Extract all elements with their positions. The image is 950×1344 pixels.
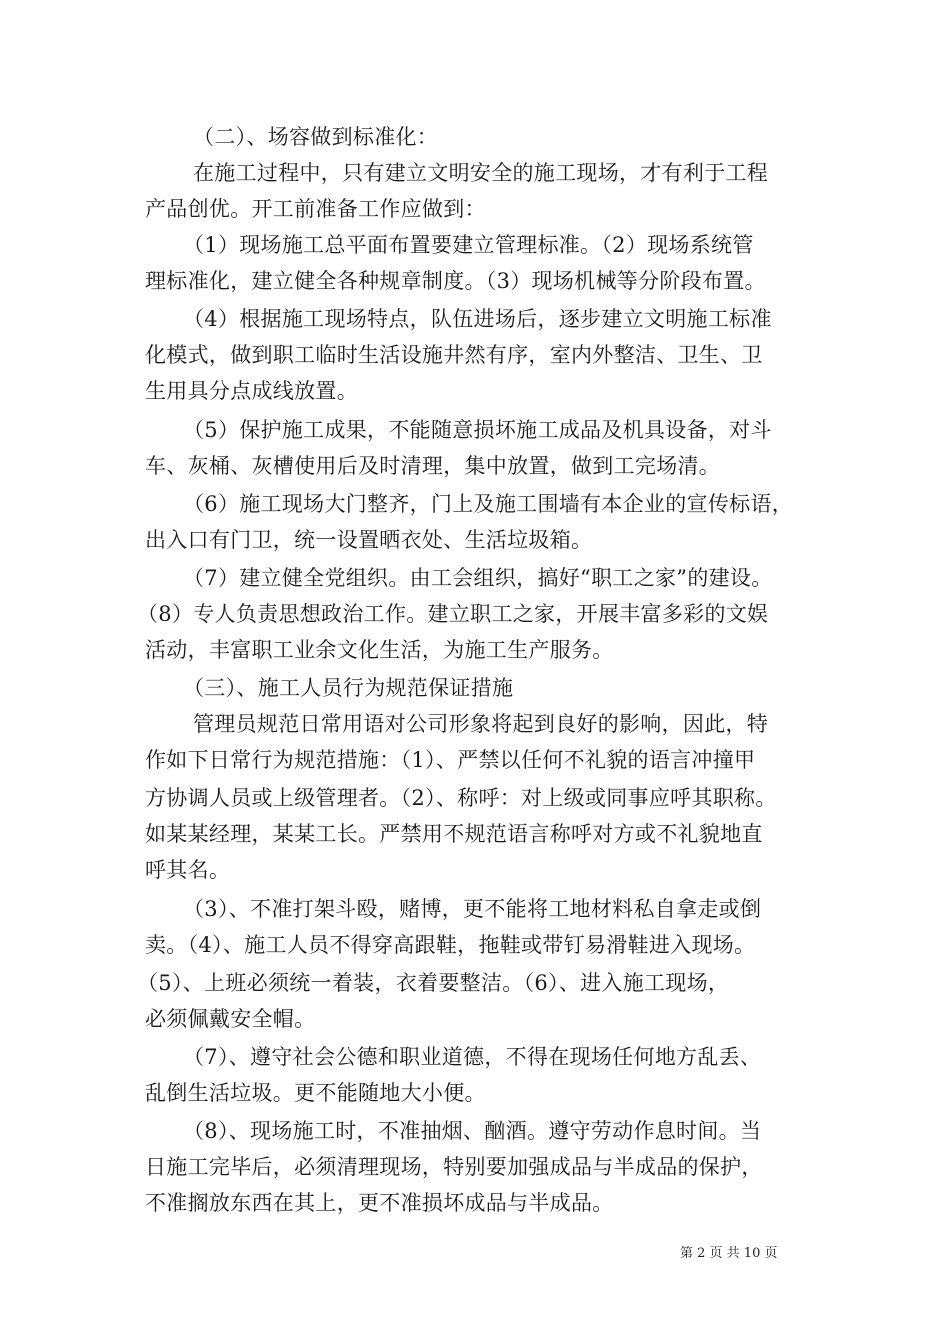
paragraph-line: 作如下日常行为规范措施：（1）、严禁以任何不礼貌的语言冲撞甲 [145, 748, 756, 772]
paragraph-line: 卖。（4）、施工人员不得穿高跟鞋，拖鞋或带钉易滑鞋进入现场。 [145, 933, 756, 957]
paragraph-line: 出入口有门卫，统一设置晒衣处、生活垃圾箱。 [145, 528, 593, 552]
paragraph-line: 化模式，做到职工临时生活设施井然有序，室内外整洁、卫生、卫 [145, 343, 763, 367]
paragraph-line: 车、灰桶、灰槽使用后及时清理，集中放置，做到工完场清。 [145, 454, 721, 478]
paragraph-line: （5）保护施工成果，不能随意损坏施工成品及机具设备，对斗 [183, 418, 772, 442]
paragraph-line: 理标准化，建立健全各种规章制度。（3）现场机械等分阶段布置。 [145, 269, 766, 293]
paragraph-line: 活动，丰富职工业余文化生活，为施工生产服务。 [145, 638, 614, 662]
paragraph-line: 乱倒生活垃圾。更不能随地大小便。 [145, 1081, 486, 1105]
section-heading-3: （三）、施工人员行为规范保证措施 [183, 676, 514, 700]
page-number-footer: 第 2 页 共 10 页 [680, 1246, 778, 1261]
paragraph-line: （3）、不准打架斗殴，赌博，更不能将工地材料私自拿走或倒 [183, 897, 762, 921]
paragraph-line: （8）、现场施工时，不准抽烟、酗酒。遵守劳动作息时间。当 [183, 1119, 762, 1143]
paragraph-line: 日施工完毕后，必须清理现场，特别要加强成品与半成品的保护， [145, 1155, 763, 1179]
paragraph-line: 生用具分点成线放置。 [145, 379, 358, 403]
paragraph-line: （4）根据施工现场特点，队伍进场后，逐步建立文明施工标准 [183, 307, 772, 331]
paragraph-line: 必须佩戴安全帽。 [145, 1007, 316, 1031]
paragraph-line: 如某某经理，某某工长。严禁用不规范语言称呼对方或不礼貌地直 [145, 822, 763, 846]
paragraph-line: 方协调人员或上级管理者。（2）、称呼：对上级或同事应呼其职称。 [145, 786, 777, 810]
section-heading-2: （二）、场容做到标准化： [193, 125, 439, 149]
paragraph-line: （7）、遵守社会公德和职业道德，不得在现场任何地方乱丢、 [183, 1045, 762, 1069]
paragraph-line: （8）专人负责思想政治工作。建立职工之家，开展丰富多彩的文娱 [137, 602, 769, 626]
paragraph-line: 不准搁放东西在其上，更不准损坏成品与半成品。 [145, 1191, 614, 1215]
paragraph-line: （5）、上班必须统一着装，衣着要整洁。（6）、进入施工现场， [137, 971, 730, 995]
paragraph-line: 在施工过程中，只有建立文明安全的施工现场，才有利于工程 [193, 161, 769, 185]
paragraph-line: （6）施工现场大门整齐，门上及施工围墙有本企业的宣传标语， [183, 492, 794, 516]
paragraph-line: （7）建立健全党组织。由工会组织，搞好“职工之家”的建设。 [183, 566, 773, 590]
paragraph-line: 管理员规范日常用语对公司形象将起到良好的影响，因此，特 [193, 712, 769, 736]
paragraph-line: 呼其名。 [145, 858, 231, 882]
paragraph-line: （1）现场施工总平面布置要建立管理标准。（2）现场系统管 [183, 233, 754, 257]
paragraph-line: 产品创优。开工前准备工作应做到： [145, 197, 486, 221]
